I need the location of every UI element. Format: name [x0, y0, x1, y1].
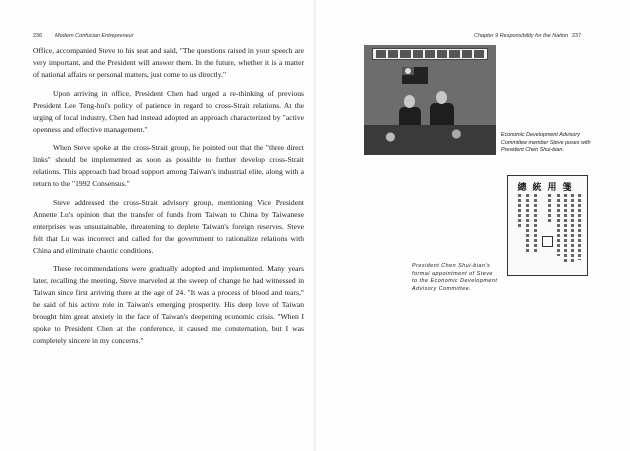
paragraph: When Steve spoke at the cross-Strait group, he pointed out that the "three direct links" should be implemented as soon as possible to further develop cross-Strait relations. This approach had broad support among Taiwan's industrial elite, along with a return to the "1992 Consensus." [33, 143, 304, 188]
flower-arrangement [364, 125, 496, 155]
right-running-title: Chapter 9 Responsibility for the Nation [474, 33, 569, 39]
paragraph: Office, accompanied Steve to his seat and said, "The questions raised in your speech are very important, and the President will answer them. In the future, whether it is a matter of national affairs or personal matters, just come to us directly." [33, 46, 304, 79]
left-page-body [33, 45, 304, 354]
paragraph: Upon arriving in office, President Chen had urged a re-thinking of previous President Lee Teng-hui's policy of patience in regard to cross-Strait relations. At the urging of local industry, Chen had instead adopted an approach characterized by "active openness and effective management." [33, 88, 304, 134]
paragraph: These recommendations were gradually adopted and implemented. Many years later, recalling the meeting, Steve marveled at the sweep of change he had witnessed in Taiwan since first arriving there at the age of 24. "It was a process of blood and tears," he said of his active role in Taiwan's emerging prosperity. His deep love of Taiwan brought him great anxiety in the face of Taiwan's deepening economic crisis. "When I spoke to President Chen at the conference, it caused me consternation, but I was completely sincere in my concerns." [33, 264, 304, 345]
document-caption: President Chen Shui-bian's formal appointment of Steve to the Economic Development Advisory Committee. [412, 263, 498, 292]
left-running-title: Modern Confucian Entrepreneur [55, 33, 134, 39]
book-gutter [314, 0, 316, 451]
flag-icon [402, 67, 428, 84]
photo-caption: Economic Development Advisory Committee member Steve poses with President Chen Shui-bian. [501, 132, 591, 153]
photo-banner [372, 48, 488, 60]
appointment-document [507, 175, 588, 276]
right-page-number: 237 [572, 33, 582, 39]
left-page-number: 236 [33, 33, 43, 39]
document-heading: 總統用箋 [517, 182, 578, 192]
meeting-photo [364, 45, 496, 155]
seal-stamp-icon [542, 236, 553, 247]
person-head [404, 95, 415, 108]
person-head [436, 91, 447, 104]
paragraph: Steve addressed the cross-Strait advisory group, mentioning Vice President Annette Lu's opinion that the transfer of funds from Taiwan to China by Taiwanese enterprises was unsustainable, threatening to deplete Taiwan's foreign reserves. Steve felt that Lu was incorrect and called for the government to rationalize relations with China and eliminate chaotic conditions. [33, 197, 304, 255]
